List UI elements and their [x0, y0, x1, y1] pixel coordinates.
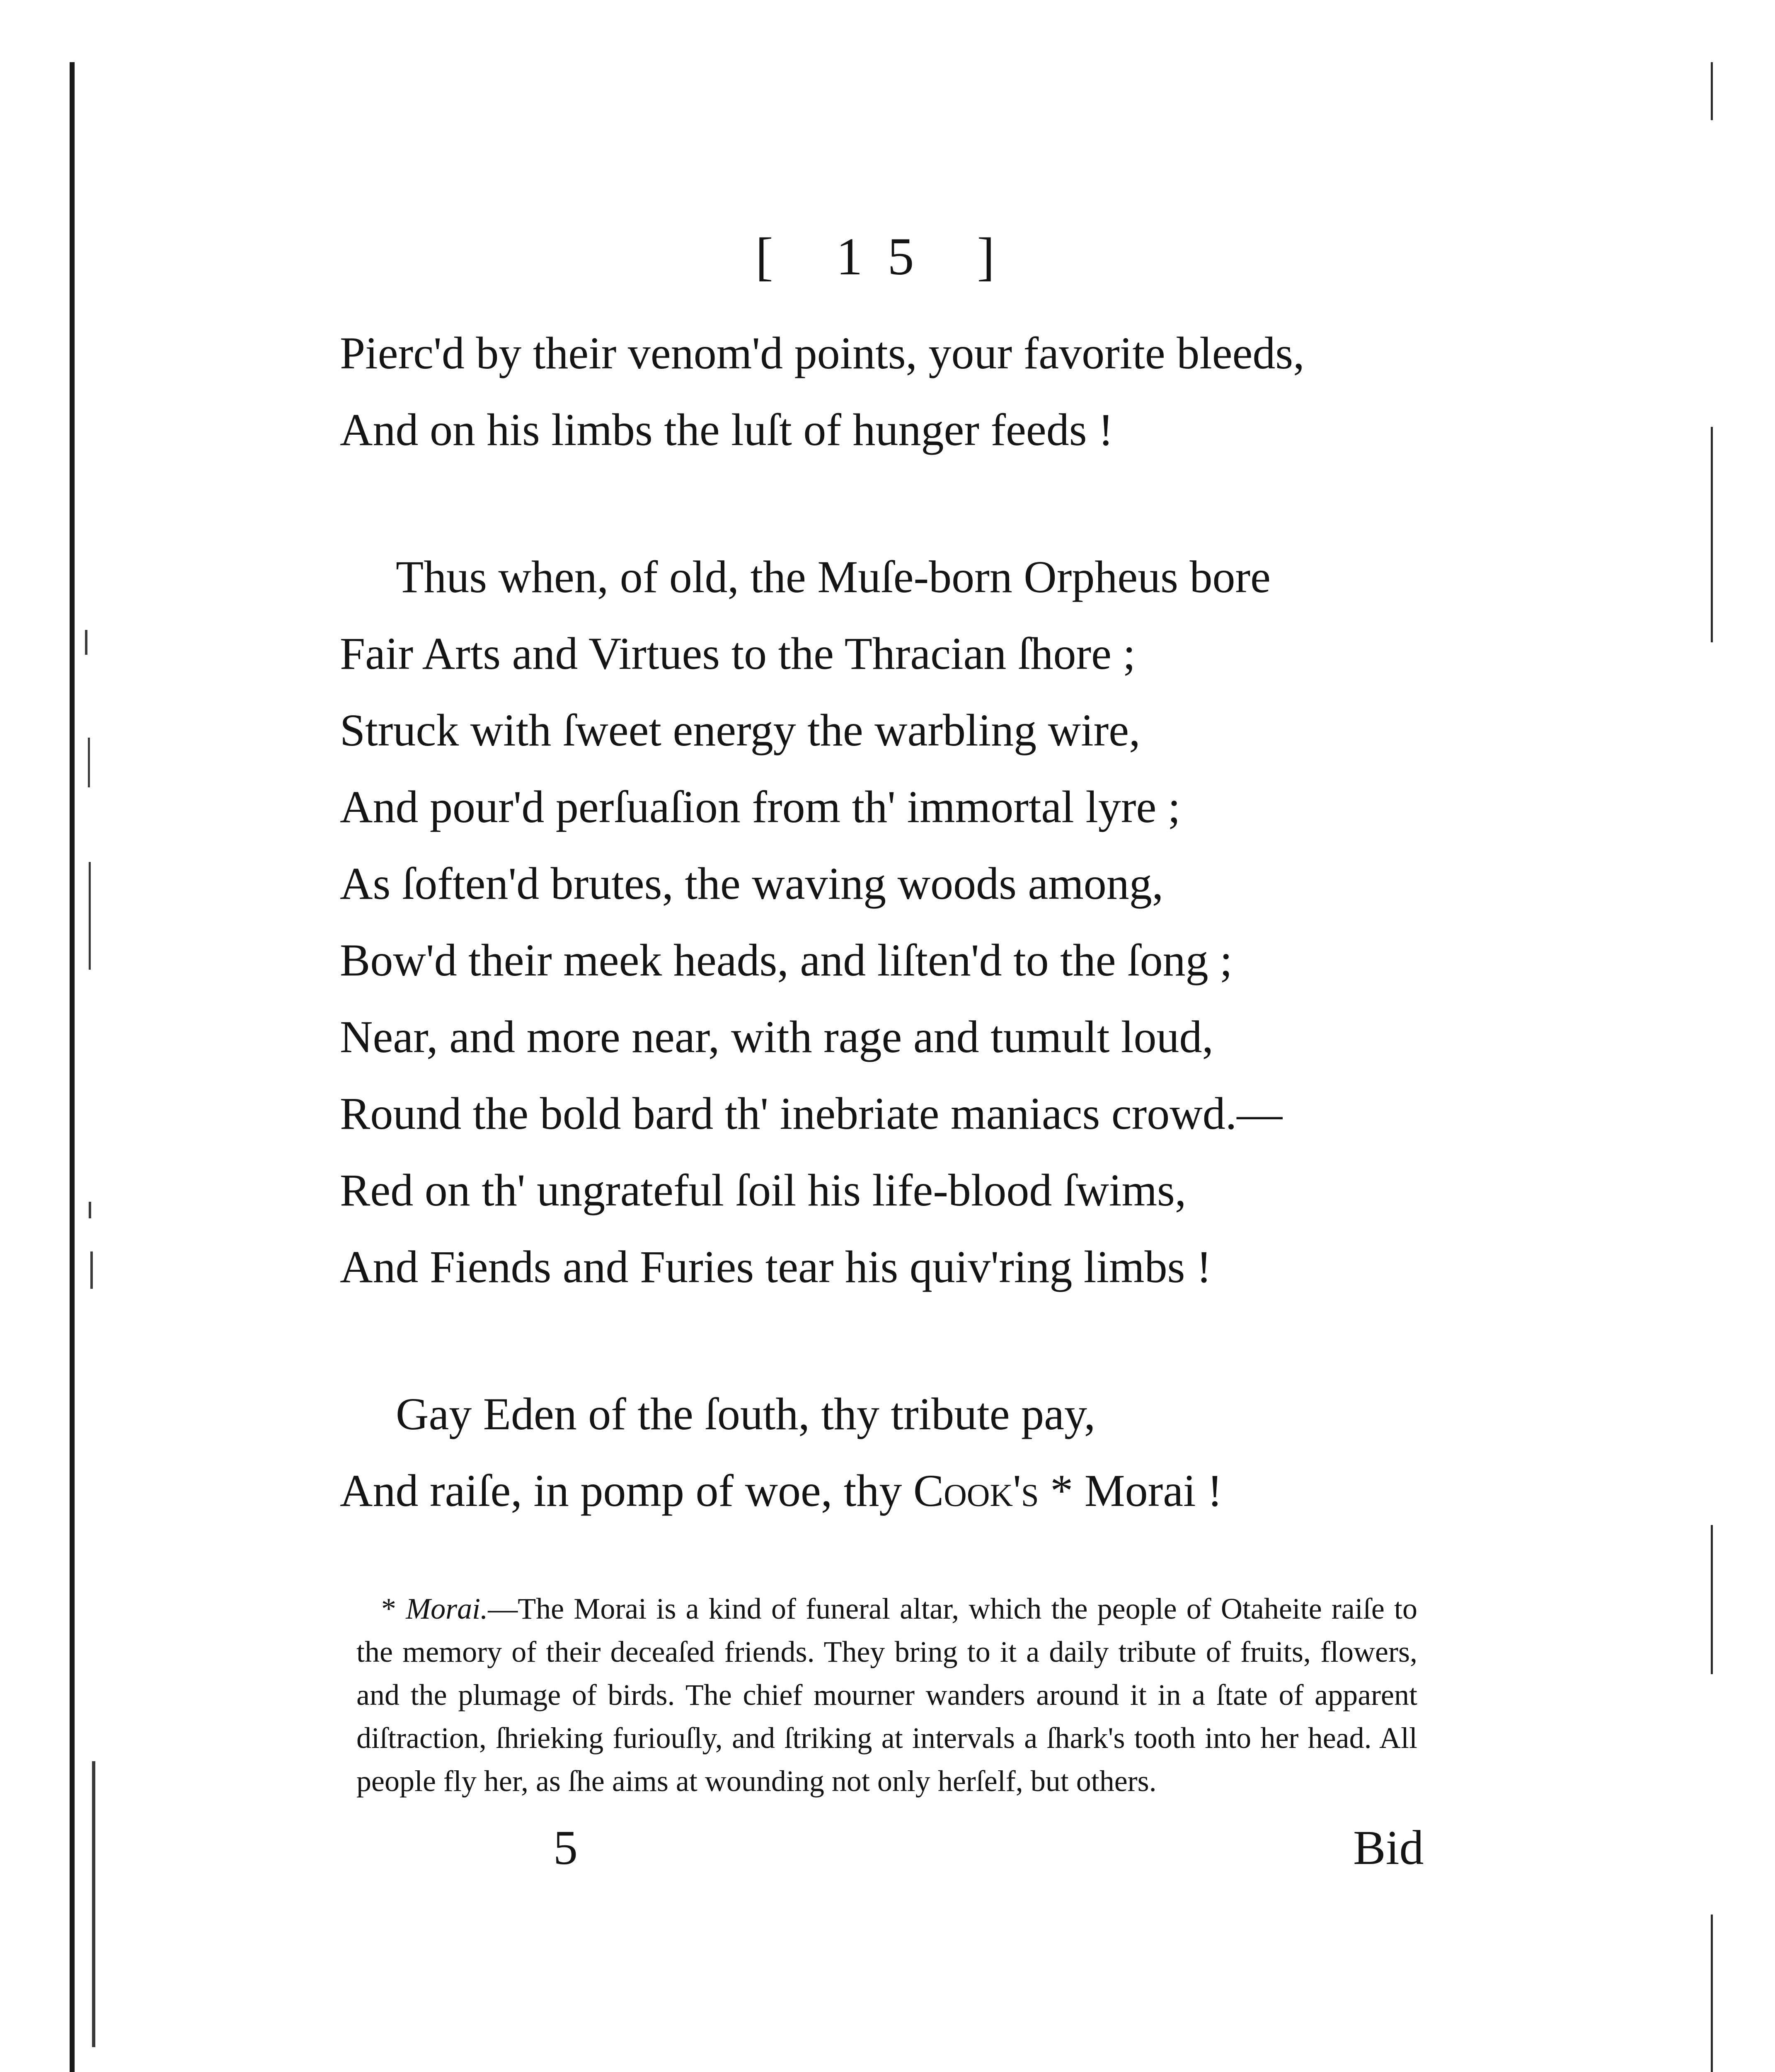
- signature-mark: 5: [553, 1820, 578, 1875]
- verse-line: And pour'd perſuaſion from th' immortal lyre ;: [340, 782, 1181, 832]
- left-margin-speck: [85, 630, 87, 655]
- verse-line: Near, and more near, with rage and tumult loud,: [340, 1012, 1213, 1062]
- verse-line: As ſoften'd brutes, the waving woods among,: [340, 858, 1164, 909]
- right-margin-edge: [1711, 427, 1713, 642]
- footnote-marker: *: [381, 1592, 406, 1625]
- verse-line: Round the bold bard th' inebriate maniacs crowd.—: [340, 1088, 1283, 1139]
- left-margin-speck: [88, 738, 90, 787]
- left-margin-speck: [89, 862, 91, 970]
- verse-text: And raiſe, in pomp of woe, thy: [340, 1465, 913, 1516]
- stanza-2: [340, 539, 1583, 1305]
- verse-line-with-footnote-ref: [340, 1452, 1583, 1529]
- catchword: Bid: [1353, 1820, 1424, 1875]
- verse-line: Red on th' ungrateful ſoil his life-blood ſwims,: [340, 1165, 1187, 1215]
- right-margin-edge: [1711, 1525, 1713, 1674]
- footnote-headword: Morai.: [406, 1592, 488, 1625]
- verse-line: Struck with ſweet energy the warbling wire,: [340, 705, 1141, 755]
- footnote-text: —The Morai is a kind of funeral altar, which the people of Otaheite raiſe to the memory of their deceaſed friends. They bring to it a daily tribute of fruits, flowers, and the plumage of birds. The chief mourner wanders around it in a ſtate of apparent diſtraction, ſhrieking furiouſly, and ſtriking at intervals a ſhark's tooth into her head. All people fly her, as ſhe aims at wounding not only herſelf, but others.: [356, 1592, 1418, 1798]
- poem-text: [340, 315, 1583, 1529]
- verse-line: And Fiends and Furies tear his quiv'ring limbs !: [340, 1242, 1212, 1292]
- right-margin-edge: [1711, 62, 1713, 120]
- left-margin-speck: [92, 1761, 95, 2047]
- right-margin-edge: [1711, 1915, 1713, 2072]
- verse-line: And on his limbs the luſt of hunger feeds !: [340, 404, 1114, 455]
- footnote-reference: * Morai !: [1039, 1465, 1223, 1516]
- cook-name: Cook's: [913, 1465, 1039, 1516]
- left-margin-speck: [90, 1251, 93, 1289]
- left-margin-edge: [70, 62, 75, 2072]
- left-margin-speck: [89, 1202, 91, 1218]
- verse-line: Gay Eden of the ſouth, thy tribute pay,: [396, 1389, 1096, 1439]
- verse-line: Fair Arts and Virtues to the Thracian ſhore ;: [340, 628, 1136, 679]
- verse-line: Bow'd their meek heads, and liſten'd to the ſong ;: [340, 935, 1233, 985]
- stanza-1: [340, 315, 1583, 468]
- stanza-3: [340, 1376, 1583, 1529]
- verse-line: Pierc'd by their venom'd points, your favorite bleeds,: [340, 328, 1305, 378]
- page-number: [ 15 ]: [755, 227, 1020, 286]
- verse-line: Thus when, of old, the Muſe-born Orpheus bore: [396, 552, 1271, 602]
- footnote: [356, 1587, 1417, 1803]
